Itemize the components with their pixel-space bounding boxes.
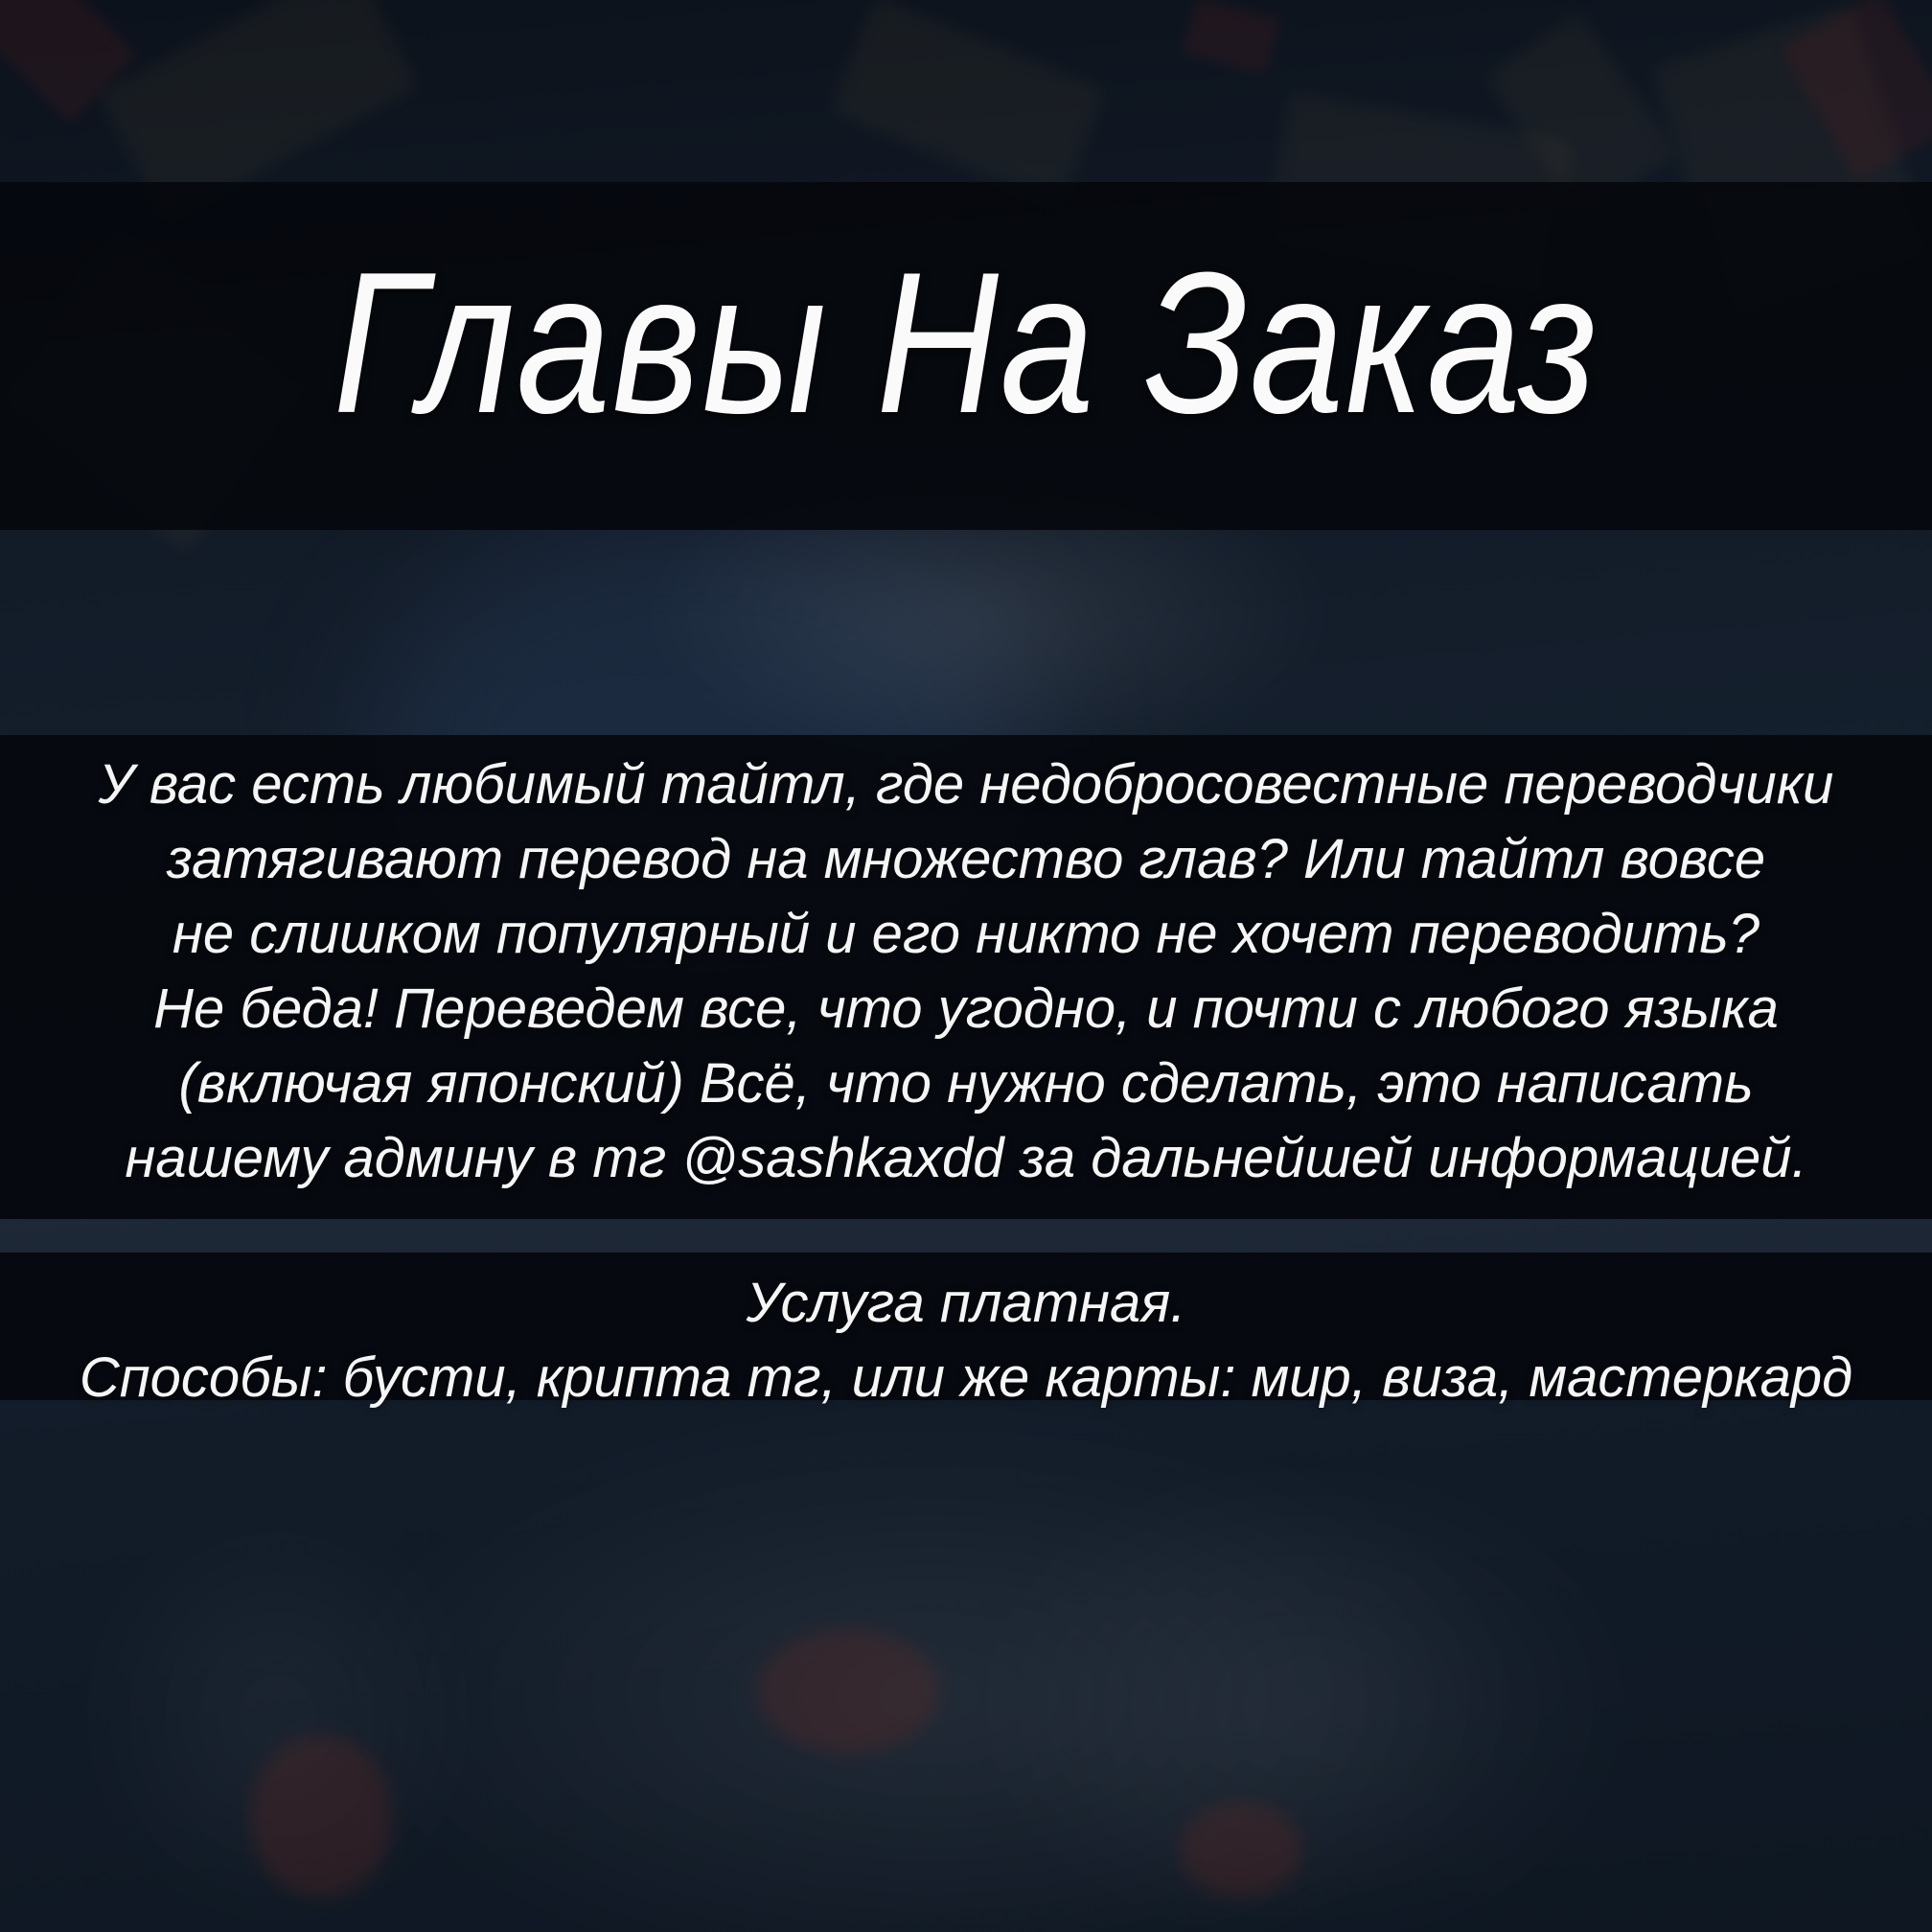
body-line: У вас есть любимый тайтл, где недобросовестные переводчики: [98, 753, 1834, 816]
body-line: затягивают перевод на множество глав? Или тайтл вовсе: [166, 828, 1766, 890]
body-line: нашему админу в тг @sashkaxdd за дальнейшей информацией.: [125, 1127, 1807, 1189]
band-gap-strip: [0, 1219, 1932, 1253]
body-text: [0, 735, 1932, 1196]
body-band: [0, 735, 1932, 1219]
red-accent-shape: [757, 1629, 939, 1754]
title-band: [0, 182, 1932, 530]
red-accent-shape: [1179, 1802, 1303, 1898]
body-line: Не беда! Переведем все, что угодно, и почти с любого языка: [153, 978, 1779, 1040]
character-body-glow: [958, 1457, 1648, 1932]
ribbon-shape: [1183, 0, 1280, 76]
payment-methods: Способы: бусти, крипта тг, или же карты: мир, виза, мастеркард: [79, 1346, 1853, 1409]
red-accent-shape: [249, 1735, 393, 1898]
body-line: (включая японский) Всё, что нужно сделать, это написать: [178, 1052, 1754, 1115]
poster-title: Главы На Заказ: [333, 229, 1599, 455]
body-line: не слишком популярный и его никто не хочет переводить?: [172, 903, 1760, 965]
money-bill-shape: [829, 0, 1107, 205]
payment-note: Услуга платная.: [746, 1272, 1186, 1334]
payment-band: [0, 1253, 1932, 1409]
